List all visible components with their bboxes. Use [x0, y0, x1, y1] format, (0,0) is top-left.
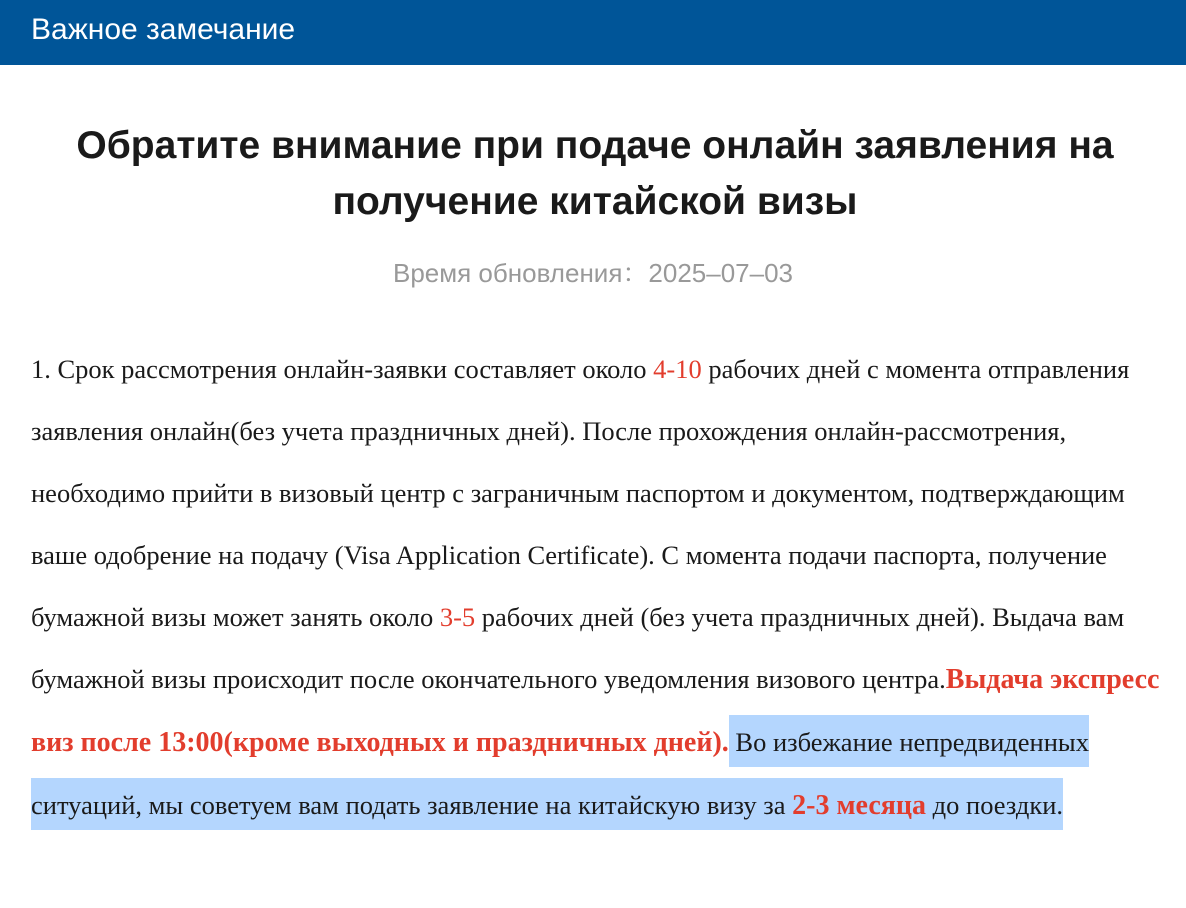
- update-label: Время обновления：: [392, 258, 649, 288]
- visa-days-value: 3-5: [439, 602, 476, 632]
- text-segment: Во избежание непредвиденных ситуаций, мы советуем вам подать заявление на китайскую визу за: [31, 727, 1089, 820]
- update-date: 2025–07–03: [648, 258, 794, 288]
- page-title: Обратите внимание при подаче онлайн заявления на получение китайской визы: [76, 124, 1114, 223]
- review-days-value: 4-10: [653, 354, 702, 384]
- text-segment: рабочих дней с момента отправления заявления онлайн(без учета праздничных дней). После прохождения онлайн-рассмотрения, необходимо прийти в визовый центр с заграничным паспортом и документом, подтверждающим ваше одобрение на подачу (Visa Application Certificate). С момента подачи паспорта, получение бумажной визы может занять около: [31, 354, 1130, 632]
- text-segment: рабочих дней (без учета праздничных дней). Выдача вам бумажной визы происходит после окончательного уведомления визового центра.: [31, 602, 1125, 694]
- text-segment: до поездки.: [926, 790, 1064, 820]
- notice-paragraph: [31, 338, 1161, 837]
- header-title: Важное замечание: [31, 12, 296, 46]
- header-bar: [0, 0, 1186, 65]
- express-notice: Выдача экспресс виз после 13:00(кроме выходных и праздничных дней).: [31, 664, 1160, 758]
- update-time: [0, 255, 1186, 291]
- advance-period-value: 2-3 месяца: [792, 790, 927, 821]
- text-segment: 1. Срок рассмотрения онлайн-заявки составляет около: [31, 354, 654, 384]
